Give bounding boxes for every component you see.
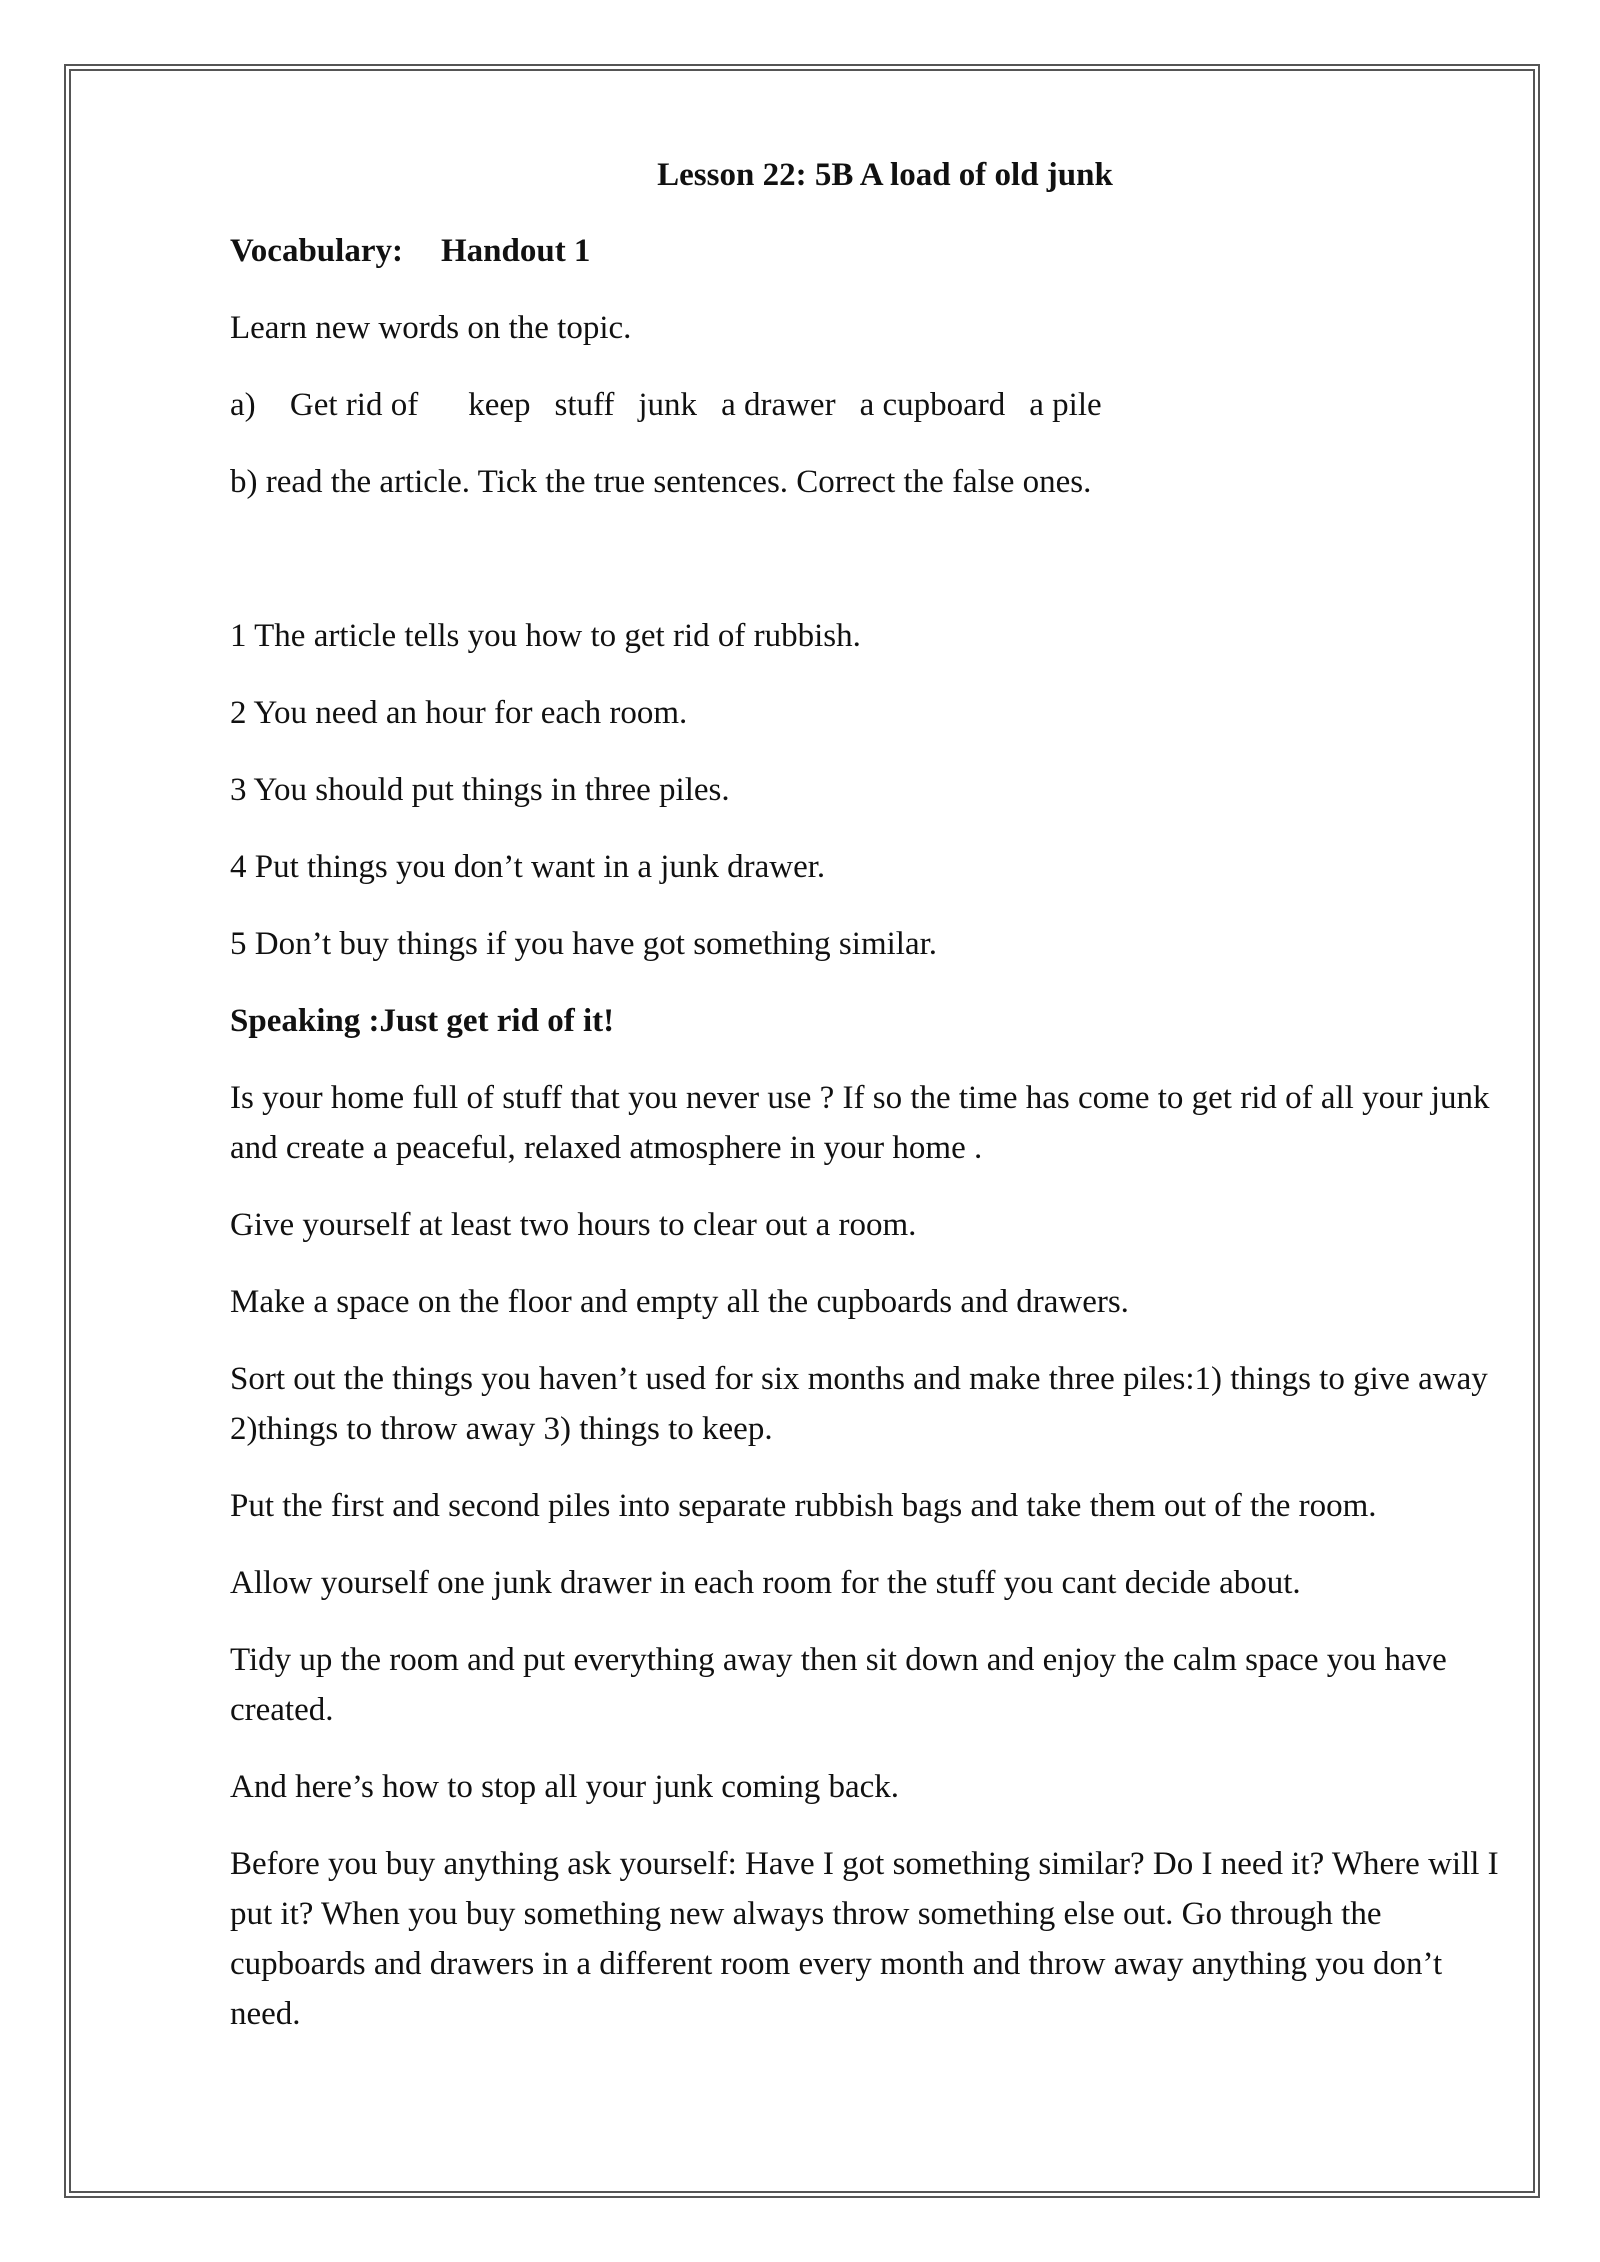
handout-label: Handout 1 — [440, 233, 591, 269]
word-list — [230, 380, 1500, 430]
word-item: junk — [638, 387, 698, 423]
speaking-heading: Speaking :Just get rid of it! — [230, 1003, 615, 1039]
article-paragraph: Allow yourself one junk drawer in each room for the stuff you cant decide about. — [230, 1565, 1301, 1601]
word-item: Get rid of — [289, 387, 419, 423]
intro-text: Learn new words on the topic. — [230, 310, 632, 346]
vocabulary-heading: Vocabulary: — [230, 233, 403, 269]
word-item: a cupboard — [859, 387, 1006, 423]
article-paragraph: Is your home full of stuff that you never use ? If so the time has come to get rid of all your junk and create a peaceful, relaxed atmosphere in your home . — [230, 1080, 1490, 1166]
article-paragraph: Give yourself at least two hours to clear out a room. — [230, 1207, 917, 1243]
word-item: stuff — [554, 387, 615, 423]
statement-item: 2 You need an hour for each room. — [230, 695, 688, 731]
word-item: a pile — [1029, 387, 1102, 423]
statement-item: 5 Don’t buy things if you have got something similar. — [230, 926, 938, 962]
article-paragraph: Sort out the things you haven’t used for six months and make three piles:1) things to give away 2)things to throw away 3) things to keep. — [230, 1361, 1488, 1447]
word-item: keep — [468, 387, 531, 423]
statement-item: 1 The article tells you how to get rid of rubbish. — [230, 618, 861, 654]
document-body — [230, 150, 1500, 2066]
article-paragraph: Put the first and second piles into separate rubbish bags and take them out of the room. — [230, 1488, 1377, 1524]
word-list-prefix: a) Get rid of — [230, 387, 419, 423]
article-paragraph: Tidy up the room and put everything away then sit down and enjoy the calm space you have created. — [230, 1642, 1447, 1728]
task-b-instruction: b) read the article. Tick the true sentences. Correct the false ones. — [230, 464, 1092, 500]
word-item: a drawer — [721, 387, 836, 423]
article-paragraph: Make a space on the floor and empty all the cupboards and drawers. — [230, 1284, 1129, 1320]
lesson-title: Lesson 22: 5B A load of old junk — [657, 157, 1113, 193]
statement-item: 4 Put things you don’t want in a junk drawer. — [230, 849, 826, 885]
article-paragraph: Before you buy anything ask yourself: Have I got something similar? Do I need it? Where will I put it? When you buy something new always throw something else out. Go through the cupboards and drawers in a different room every month and throw away anything you don’t need. — [230, 1846, 1499, 2032]
vocabulary-heading-row — [230, 226, 1500, 276]
statement-item: 3 You should put things in three piles. — [230, 772, 730, 808]
article-paragraph: And here’s how to stop all your junk coming back. — [230, 1769, 900, 1805]
